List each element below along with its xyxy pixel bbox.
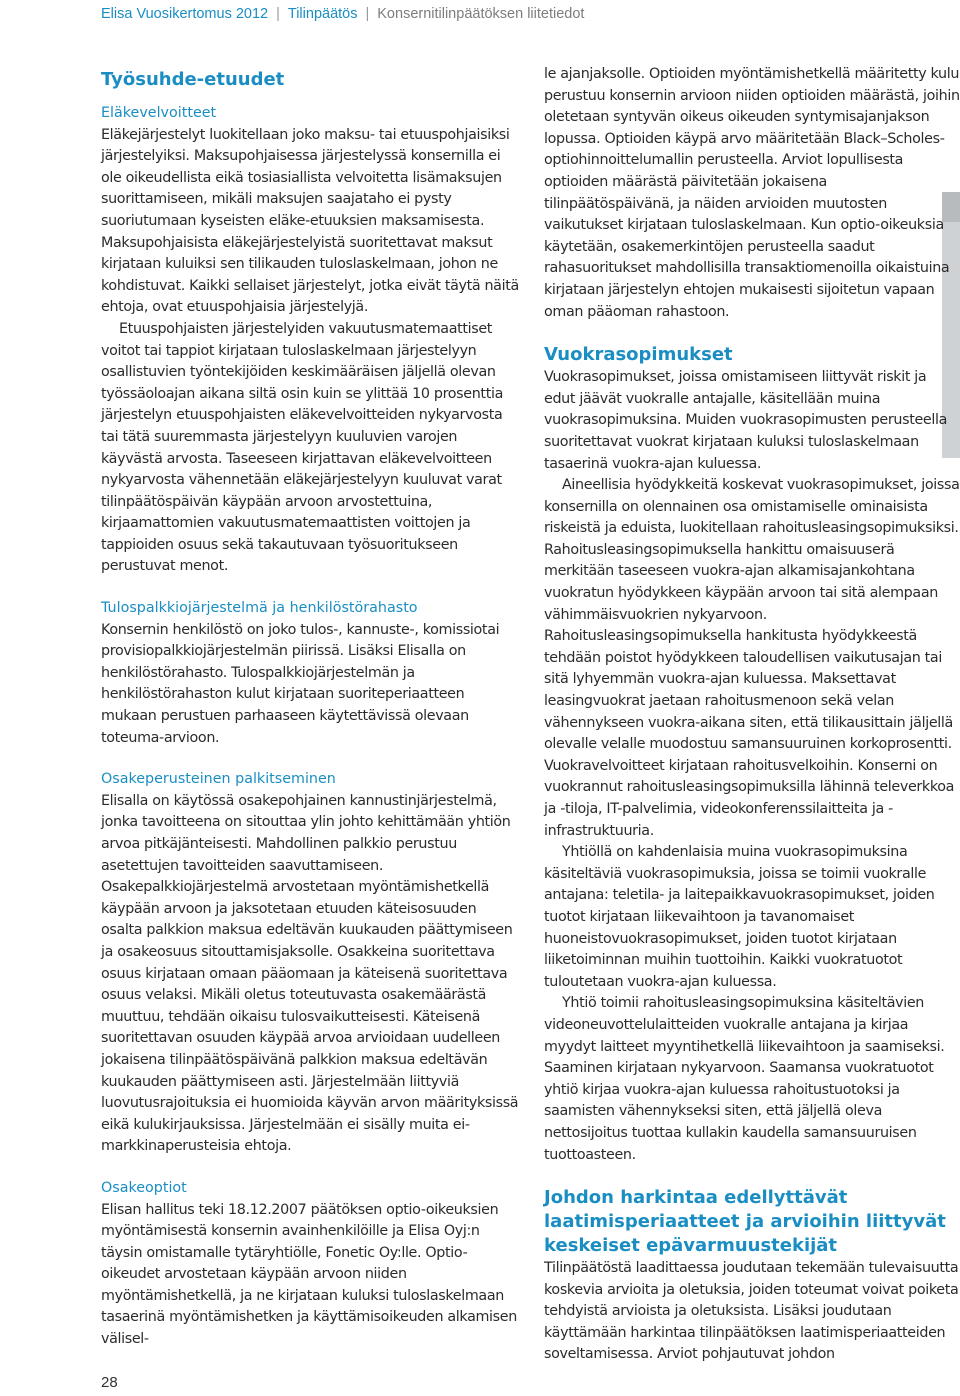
subheading-pension-obligations: Eläkevelvoitteet [101,105,217,121]
breadcrumb-item-notes: Konsernitilinpäätöksen liitetiedot [377,6,585,22]
paragraph: Eläkejärjestelyt luokitellaan joko maksu- tai etuuspohjaisiksi järjestelyiksi. Maksupohjaisessa järjestelyssä konsernilla ei ole oikeudellista eikä tosiasiallista velvoitetta lisämaksujen suorittamiseen, mikäli maksujen saajataho ei pysty suoriutumaan kyseisten eläke-etuuksien maksamisesta. Maksupohjaisista eläkejärjestelyistä suoritettavat maksut kirjataan kuluiksi sen tilikauden tuloslaskelmaan, johon ne kohdistuvat. Kaikki sellaiset järjestelyt, jotka eivät täytä näitä ehtoja, ovat etuuspohjaisia järjestelyjä. [101,126,519,316]
section-pension-obligations [101,103,519,578]
paragraph: Etuuspohjaisten järjestelyiden vakuutusmatemaattiset voitot tai tappiot kirjataan tuloslaskelmaan järjestelyyn osallistuvien työntekijöiden keskimääräisen jäljellä olevan työssäoloajan aikana siltä osin kuin se ylittää 10 prosenttia järjestelyn etuuspohjaisten eläkevelvoitteiden nykyarvosta tai tätä suuremmasta järjestelyyn kuuluvien varojen käyvästä arvosta. Taseeseen kirjattavan eläkevelvoitteen nykyarvosta vähennetään eläkejärjestelyyn kuuluvat varat tilinpäätöspäivän käypään arvoon arvostettuina, kirjaamattomien vakuutusmatemaattisten voittojen ja tappioiden osuus sekä takautuvaan työsuoritukseen perustuvat menot. [101,320,503,575]
paragraph-continued: le ajanjaksolle. Optioiden myöntämishetkellä määritetty kulu perustuu konsernin arvioon niiden optioiden määrästä, joihin oletetaan syntyvän oikeus oikeuden syntymisajanjakson lopussa. Optioiden käypä arvo määritetään Black–Scholes-optiohinnoittelumallin perusteella. Arviot lopullisesta optioiden määrästä päivitetään jokaisena tilinpäätöspäivänä, ja näiden arvioiden muutosten vaikutukset kirjataan tuloslaskelmaan. Kun optio-oikeuksia käytetään, osakemerkintöjen perusteella saadut rahasuoritukset mahdollisilla transaktiomenoilla oikaistuina kirjataan järjestelyn ehtojen mukaisesti sijoitetun vapaan oman pääoman rahastoon. [544,66,960,320]
breadcrumb-separator: | [276,6,280,22]
breadcrumb [101,6,584,22]
paragraph: Konsernin henkilöstö on joko tulos-, kannuste-, komissiotai provisiopalkkiojärjestelmän piirissä. Lisäksi Elisalla on henkilöstörahasto. Tulospalkkiojärjestelmän ja henkilöstörahaston kulut kirjataan suoriteperiaatteen mukaan perustuen parhaaseen käytettävissä olevaan toteuma-arvioon. [101,621,500,746]
section-share-based-payments [101,769,519,1158]
paragraph: Aineellisia hyödykkeitä koskevat vuokrasopimukset, joissa konsernilla on olennainen osa omistamiselle ominaisista riskeistä ja eduista, luokitellaan rahoitusleasingsopimuksiksi. Rahoitusleasingsopimuksella hankittu omaisuuserä merkitään taseeseen vuokra-ajan alkamisajankohtana vuokratun hyödykkeen käypään arvoon tai sitä alempaan vähimmäisvuokrien nykyarvoon. Rahoitusleasingsopimuksella hankitusta hyödykkeestä tehdään poistot hyödykkeen taloudellisen vaikutusajan tai sitä lyhyemmän vuokra-ajan kuluessa. Maksettavat leasingvuokrat jaetaan rahoitusmenoon sekä velan vähennykseen vuokra-aikana siten, että tilikausittain jäljellä olevalle velalle muodostuu samansuuruinen korkoprosentti. Vuokravelvoitteet kirjataan rahoitusvelkoihin. Konserni on vuokrannut rahoitusleasingsopimuksilla lähinnä televerkkoa ja -tiloja, IT-palvelimia, videokonferenssilaitteita ja -infrastruktuuria. [544,477,960,839]
page-number: 28 [101,1374,118,1391]
section-leases [544,343,960,1166]
section-heading-management-judgement: Johdon harkintaa edellyttävät laatimisperiaatteet ja arvioihin liittyvät keskeiset epävarmuustekijät [544,1187,946,1257]
subheading-stock-options: Osakeoptiot [101,1179,187,1196]
paragraph: Vuokrasopimukset, joissa omistamiseen liittyvät riskit ja edut jäävät vuokralle antajalle, käsitellään muina vuokrasopimuksina. Muiden vuokrasopimusten perusteella suoritettavat vuokrat kirjataan kuluksi tuloslaskelmaan tasaerinä vuokra-ajan kuluessa. [544,369,948,472]
paragraph: Tilinpäätöstä laadittaessa joudutaan tekemään tulevaisuutta koskevia arvioita ja oletuksia, joiden toteumat voivat poiketa tehdyistä arvioista ja oletuksista. Lisäksi joudutaan käyttämään harkintaa tilinpäätöksen laatimisperiaatteiden soveltamisessa. Arviot pohjautuvat johdon [544,1260,959,1363]
section-heading-employee-benefits: Työsuhde-etuudet [101,69,285,90]
right-column [544,64,960,1366]
paragraph: Yhtiöllä on kahdenlaisia muina vuokrasopimuksina käsiteltäviä vuokrasopimuksia, joissa se toimii vuokralle antajana: teletila- ja laitepaikkavuokrasopimukset, joiden tuotot kirjataan liikevaihtoon ja tavanomaiset huoneistovuokrasopimukset, joiden tuotot kirjataan liiketoiminnan muihin tuottoihin. Kaikki vuokratuotot tuloutetaan vuokra-ajan kuluessa. [544,844,935,990]
breadcrumb-separator: | [365,6,370,22]
left-column [101,64,519,1351]
paragraph: Yhtiö toimii rahoitusleasingsopimuksina käsiteltävien videoneuvottelulaitteiden vuokralle antajana ja kirjaa myydyt laitteet myyntihetkellä liikevaihtoon ja saamiseksi. Saaminen kirjataan nykyarvoon. Saamansa vuokratuotot yhtiö kirjaa vuokra-ajan kuluessa rahoitustuotoksi ja saamisten vähennykseksi siten, että jäljellä oleva nettosijoitus tuottaa kullakin kaudella samansuuruisen tuottoasteen. [544,995,945,1163]
subheading-profit-bonus: Tulospalkkiojärjestelmä ja henkilöstörahasto [101,600,418,617]
section-management-judgement [544,1186,960,1366]
breadcrumb-item-financial-statements[interactable]: Tilinpäätös [287,6,358,22]
paragraph: Elisalla on käytössä osakepohjainen kannustinjärjestelmä, jonka tavoitteena on sitouttaa ylin johto kehittämään yhtiön arvoa pitkäjänteisesti. Mahdollinen palkkio perustuu asetettujen tavoitteiden saavuttamiseen. Osakepalkkiojärjestelmä arvostetaan myöntämishetkellä käypään arvoon ja jaksotetaan etuuden käteisosuuden osalta palkkion maksua edeltävän kuukauden päättymiseen ja osakeosuus sitouttamisjaksolle. Osakkeina suoritettava osuus kirjataan omaan pääomaan ja käteisenä suoritettava osuus velaksi. Mikäli oletus toteutuvasta osakemäärästä muuttuu, tehdään oikaisu tulosvaikutteisesti. Käteisenä suoritettavan osuuden käypää arvoa arvioidaan uudelleen jokaisena tilinpäätöspäivänä palkkion maksua edeltävän kuukauden päättymiseen asti. Järjestelmään liittyviä luovutusrajoituksia ei huomioida käyvän arvon määrityksissä eikä kulukirjauksissa. Järjestelmään ei sisälly muita ei-markkinaperusteisia ehtoja. [101,792,519,1155]
subheading-share-based-payments: Osakeperusteinen palkitseminen [101,771,336,788]
section-stock-options [101,1178,519,1351]
section-heading-leases: Vuokrasopimukset [544,344,733,366]
breadcrumb-item-report[interactable]: Elisa Vuosikertomus 2012 [101,6,269,22]
section-profit-bonus [101,598,519,749]
paragraph: Elisan hallitus teki 18.12.2007 päätöksen optio-oikeuksien myöntämisestä konsernin avainhenkilöille ja Elisa Oyj:n täysin omistamalle tytäryhtiölle, Fonetic Oy:lle. Optio-oikeudet arvostetaan käypään arvoon niiden myöntämishetkellä, ja ne kirjataan kuluksi tuloslaskelmaan tasaerinä myöntämishetken ja käyttämisoikeuden alkamisen välisel- [101,1201,517,1348]
